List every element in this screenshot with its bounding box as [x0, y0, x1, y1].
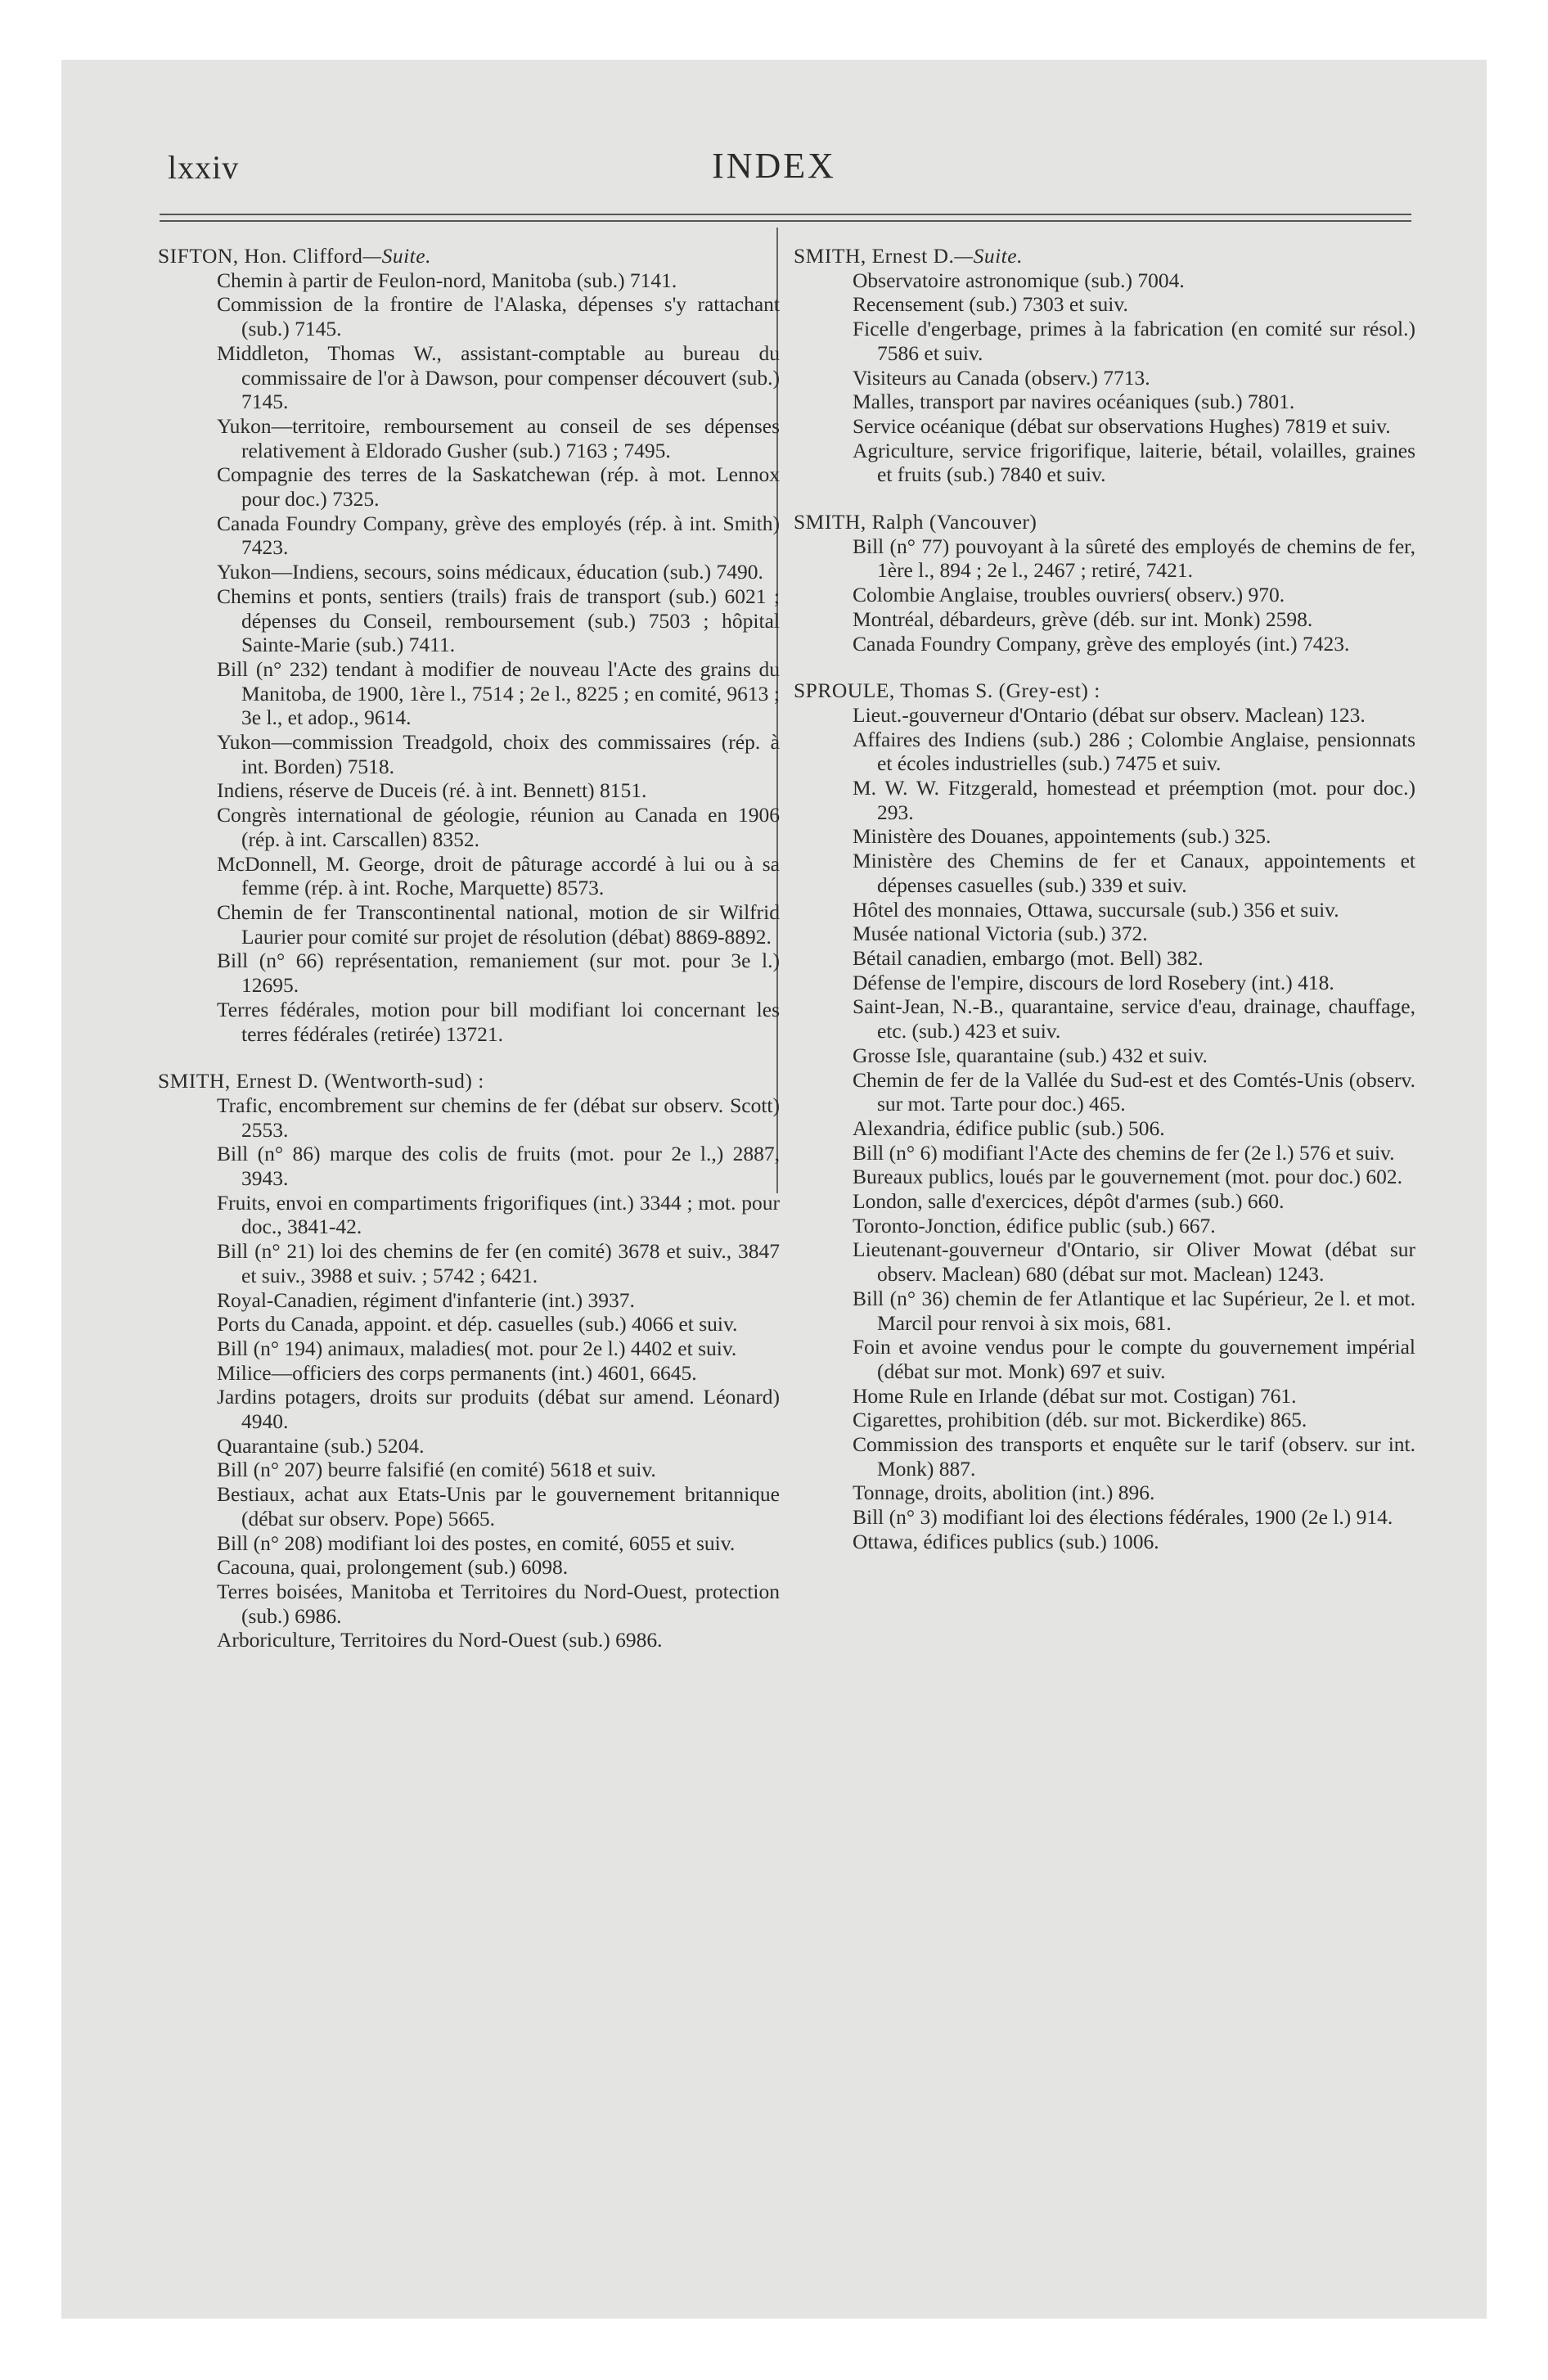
index-entry: Compagnie des terres de la Saskatchewan (rép. à mot. Lennox pour doc.) 7325. — [217, 462, 780, 512]
book-page — [61, 60, 1487, 2319]
page-number: lxxiv — [168, 149, 240, 186]
index-entry: Bill (n° 6) modifiant l'Acte des chemins de fer (2e l.) 576 et suiv. — [853, 1140, 1395, 1165]
index-entry: Yukon—Indiens, secours, soins médicaux, éducation (sub.) 7490. — [217, 560, 763, 584]
index-entry: Commission des transports et enquête sur le tarif (observ. sur int. Monk) 887. — [853, 1432, 1415, 1481]
index-entry: M. W. W. Fitzgerald, homestead et préemption (mot. pour doc.) 293. — [853, 776, 1415, 824]
index-entry: Lieutenant-gouverneur d'Ontario, sir Oliver Mowat (débat sur observ. Maclean) 680 (débat sur mot. Maclean) 1243. — [853, 1237, 1415, 1287]
index-block — [158, 1069, 780, 1652]
heading-name: SMITH, Ernest D. — [794, 244, 955, 268]
heading-suite: —Suite. — [954, 244, 1023, 268]
index-entry: Bill (n° 207) beurre falsifié (en comité) 5618 et suiv. — [217, 1458, 656, 1482]
index-entry: Montréal, débardeurs, grève (déb. sur int. Monk) 2598. — [853, 606, 1313, 631]
index-entry: Toronto-Jonction, édifice public (sub.) 667. — [853, 1213, 1216, 1237]
left-column — [158, 244, 780, 1652]
index-entry: Royal-Canadien, régiment d'infanterie (int.) 3937. — [217, 1287, 635, 1312]
index-entry: Fruits, envoi en compartiments frigorifiques (int.) 3344 ; mot. pour doc., 3841-42. — [217, 1190, 780, 1239]
page-title: INDEX — [712, 146, 836, 186]
index-entry: Cigarettes, prohibition (déb. sur mot. Bickerdike) 865. — [853, 1408, 1307, 1432]
index-entry: Ministère des Chemins de fer et Canaux, appointements et dépenses casuelles (sub.) 339 et suiv. — [853, 849, 1415, 897]
header-rule — [160, 220, 1411, 222]
index-entry: McDonnell, M. George, droit de pâturage accordé à lui ou à sa femme (rép. à int. Roche, Marquette) 8573. — [217, 851, 780, 900]
index-entry: Chemins et ponts, sentiers (trails) frais de transport (sub.) 6021 ; dépenses du Conseil, remboursement (sub.) 7503 ; hôpital Sainte-Marie (sub.) 7411. — [217, 584, 780, 657]
index-entry: Musée national Victoria (sub.) 372. — [853, 922, 1148, 946]
index-entry: Bétail canadien, embargo (mot. Bell) 382. — [853, 945, 1204, 970]
index-heading — [794, 244, 1415, 268]
index-entry: Yukon—commission Treadgold, choix des commissaires (rép. à int. Borden) 7518. — [217, 730, 780, 778]
index-entry: Trafic, encombrement sur chemins de fer (débat sur observ. Scott) 2553. — [217, 1093, 780, 1142]
index-entry: Ministère des Douanes, appointements (sub.) 325. — [853, 824, 1271, 849]
index-entry: Saint-Jean, N.-B., quarantaine, service d'eau, drainage, chauffage, etc. (sub.) 423 et suiv. — [853, 994, 1415, 1044]
index-entry: Hôtel des monnaies, Ottawa, succursale (sub.) 356 et suiv. — [853, 897, 1339, 922]
index-entry: Défense de l'empire, discours de lord Rosebery (int.) 418. — [853, 970, 1334, 994]
index-entry: Bill (n° 77) pouvoyant à la sûreté des employés de chemins de fer, 1ère l., 894 ; 2e l., 2467 ; retiré, 7421. — [853, 534, 1415, 583]
index-entry: Chemin à partir de Feulon-nord, Manitoba (sub.) 7141. — [217, 268, 677, 292]
index-heading — [158, 244, 780, 268]
index-entry: Yukon—territoire, remboursement au conseil de ses dépenses relativement à Eldorado Gusher (sub.) 7163 ; 7495. — [217, 413, 780, 462]
index-entry: Ottawa, édifices publics (sub.) 1006. — [853, 1529, 1159, 1553]
index-entry: Canada Foundry Company, grève des employés (int.) 7423. — [853, 631, 1350, 656]
index-entry: Middleton, Thomas W., assistant-comptable au bureau du commissaire de l'or à Dawson, pour compenser découvert (sub.) 7145. — [217, 340, 780, 414]
heading-name: SMITH, Ralph (Vancouver) — [794, 510, 1037, 534]
index-entry: Quarantaine (sub.) 5204. — [217, 1433, 425, 1458]
index-entry: Milice—officiers des corps permanents (int.) 4601, 6645. — [217, 1360, 697, 1385]
index-entry: Terres fédérales, motion pour bill modifiant loi concernant les terres fédérales (retirée) 13721. — [217, 997, 780, 1046]
index-entry: Chemin de fer de la Vallée du Sud-est et des Comtés-Unis (observ. sur mot. Tarte pour doc.) 465. — [853, 1067, 1415, 1116]
index-entry: Affaires des Indiens (sub.) 286 ; Colombie Anglaise, pensionnats et écoles industrielles (sub.) 7475 et suiv. — [853, 727, 1415, 776]
index-entry: Ports du Canada, appoint. et dép. casuelles (sub.) 4066 et suiv. — [217, 1312, 738, 1336]
index-entry: Bill (n° 86) marque des colis de fruits (mot. pour 2e l.,) 2887, 3943. — [217, 1142, 780, 1191]
index-entry: Terres boisées, Manitoba et Territoires du Nord-Ouest, protection (sub.) 6986. — [217, 1579, 780, 1628]
index-entry: Visiteurs au Canada (observ.) 7713. — [853, 365, 1150, 390]
running-head — [61, 60, 1487, 273]
index-entry: Home Rule en Irlande (débat sur mot. Costigan) 761. — [853, 1383, 1297, 1408]
index-block — [794, 678, 1415, 1553]
index-block — [794, 244, 1415, 487]
index-entry: London, salle d'exercices, dépôt d'armes (sub.) 660. — [853, 1189, 1285, 1214]
index-entry: Malles, transport par navires océaniques (sub.) 7801. — [853, 390, 1295, 414]
right-column — [794, 244, 1415, 1554]
index-entry: Indiens, réserve de Duceis (ré. à int. Bennett) 8151. — [217, 778, 647, 803]
index-entry: Bill (n° 232) tendant à modifier de nouveau l'Acte des grains du Manitoba, de 1900, 1ère l., 7514 ; 2e l., 8225 ; en comité, 9613 ; 3e l., et adop., 9614. — [217, 656, 780, 730]
header-rule — [160, 214, 1411, 215]
index-entry: Service océanique (débat sur observations Hughes) 7819 et suiv. — [853, 413, 1391, 438]
index-entry: Canada Foundry Company, grève des employés (rép. à int. Smith) 7423. — [217, 511, 780, 560]
index-entry: Bureaux publics, loués par le gouvernement (mot. pour doc.) 602. — [853, 1165, 1403, 1189]
index-entry: Bill (n° 3) modifiant loi des élections fédérales, 1900 (2e l.) 914. — [853, 1505, 1393, 1530]
index-entry: Commission de la frontire de l'Alaska, dépenses s'y rattachant (sub.) 7145. — [217, 292, 780, 341]
index-entry: Bill (n° 36) chemin de fer Atlantique et lac Supérieur, 2e l. et mot. Marcil pour renvoi à six mois, 681. — [853, 1286, 1415, 1335]
index-entry: Bestiaux, achat aux Etats-Unis par le gouvernement britannique (débat sur observ. Pope) 5665. — [217, 1482, 780, 1530]
index-entry: Congrès international de géologie, réunion au Canada en 1906 (rép. à int. Carscallen) 8352. — [217, 803, 780, 851]
heading-name: SMITH, Ernest D. (Wentworth-sud) : — [158, 1069, 484, 1093]
index-heading — [158, 1069, 780, 1093]
heading-suite: —Suite. — [362, 244, 431, 268]
index-entry: Tonnage, droits, abolition (int.) 896. — [853, 1481, 1155, 1505]
index-entry: Lieut.-gouverneur d'Ontario (débat sur observ. Maclean) 123. — [853, 702, 1366, 727]
index-entry: Bill (n° 208) modifiant loi des postes, en comité, 6055 et suiv. — [217, 1530, 736, 1555]
index-entry: Ficelle d'engerbage, primes à la fabrication (en comité sur résol.) 7586 et suiv. — [853, 317, 1415, 365]
index-entry: Arboriculture, Territoires du Nord-Ouest (sub.) 6986. — [217, 1628, 663, 1652]
index-entry: Agriculture, service frigorifique, laiterie, bétail, volailles, graines et fruits (sub.) 7840 et suiv. — [853, 438, 1415, 487]
index-entry: Grosse Isle, quarantaine (sub.) 432 et suiv. — [853, 1043, 1208, 1067]
index-entry: Bill (n° 66) représentation, remaniement (sur mot. pour 3e l.) 12695. — [217, 949, 780, 998]
index-entry: Observatoire astronomique (sub.) 7004. — [853, 268, 1185, 292]
index-block — [794, 510, 1415, 656]
index-heading — [794, 510, 1415, 534]
index-entry: Alexandria, édifice public (sub.) 506. — [853, 1116, 1165, 1140]
index-entry: Bill (n° 21) loi des chemins de fer (en comité) 3678 et suiv., 3847 et suiv., 3988 et suiv. ; 5742 ; 6421. — [217, 1239, 780, 1287]
index-entry: Chemin de fer Transcontinental national, motion de sir Wilfrid Laurier pour comité sur projet de résolution (débat) 8869-8892. — [217, 899, 780, 949]
index-entry: Recensement (sub.) 7303 et suiv. — [853, 292, 1128, 317]
index-entry: Cacouna, quai, prolongement (sub.) 6098. — [217, 1555, 569, 1580]
heading-name: SIFTON, Hon. Clifford — [158, 244, 363, 268]
index-entry: Jardins potagers, droits sur produits (débat sur amend. Léonard) 4940. — [217, 1385, 780, 1434]
index-block — [158, 244, 780, 1046]
index-entry: Colombie Anglaise, troubles ouvriers( observ.) 970. — [853, 583, 1285, 607]
heading-name: SPROULE, Thomas S. (Grey-est) : — [794, 678, 1100, 703]
index-entry: Bill (n° 194) animaux, maladies( mot. pour 2e l.) 4402 et suiv. — [217, 1336, 737, 1360]
index-entry: Foin et avoine vendus pour le compte du gouvernement impérial (débat sur mot. Monk) 697 et suiv. — [853, 1335, 1415, 1383]
index-heading — [794, 678, 1415, 703]
